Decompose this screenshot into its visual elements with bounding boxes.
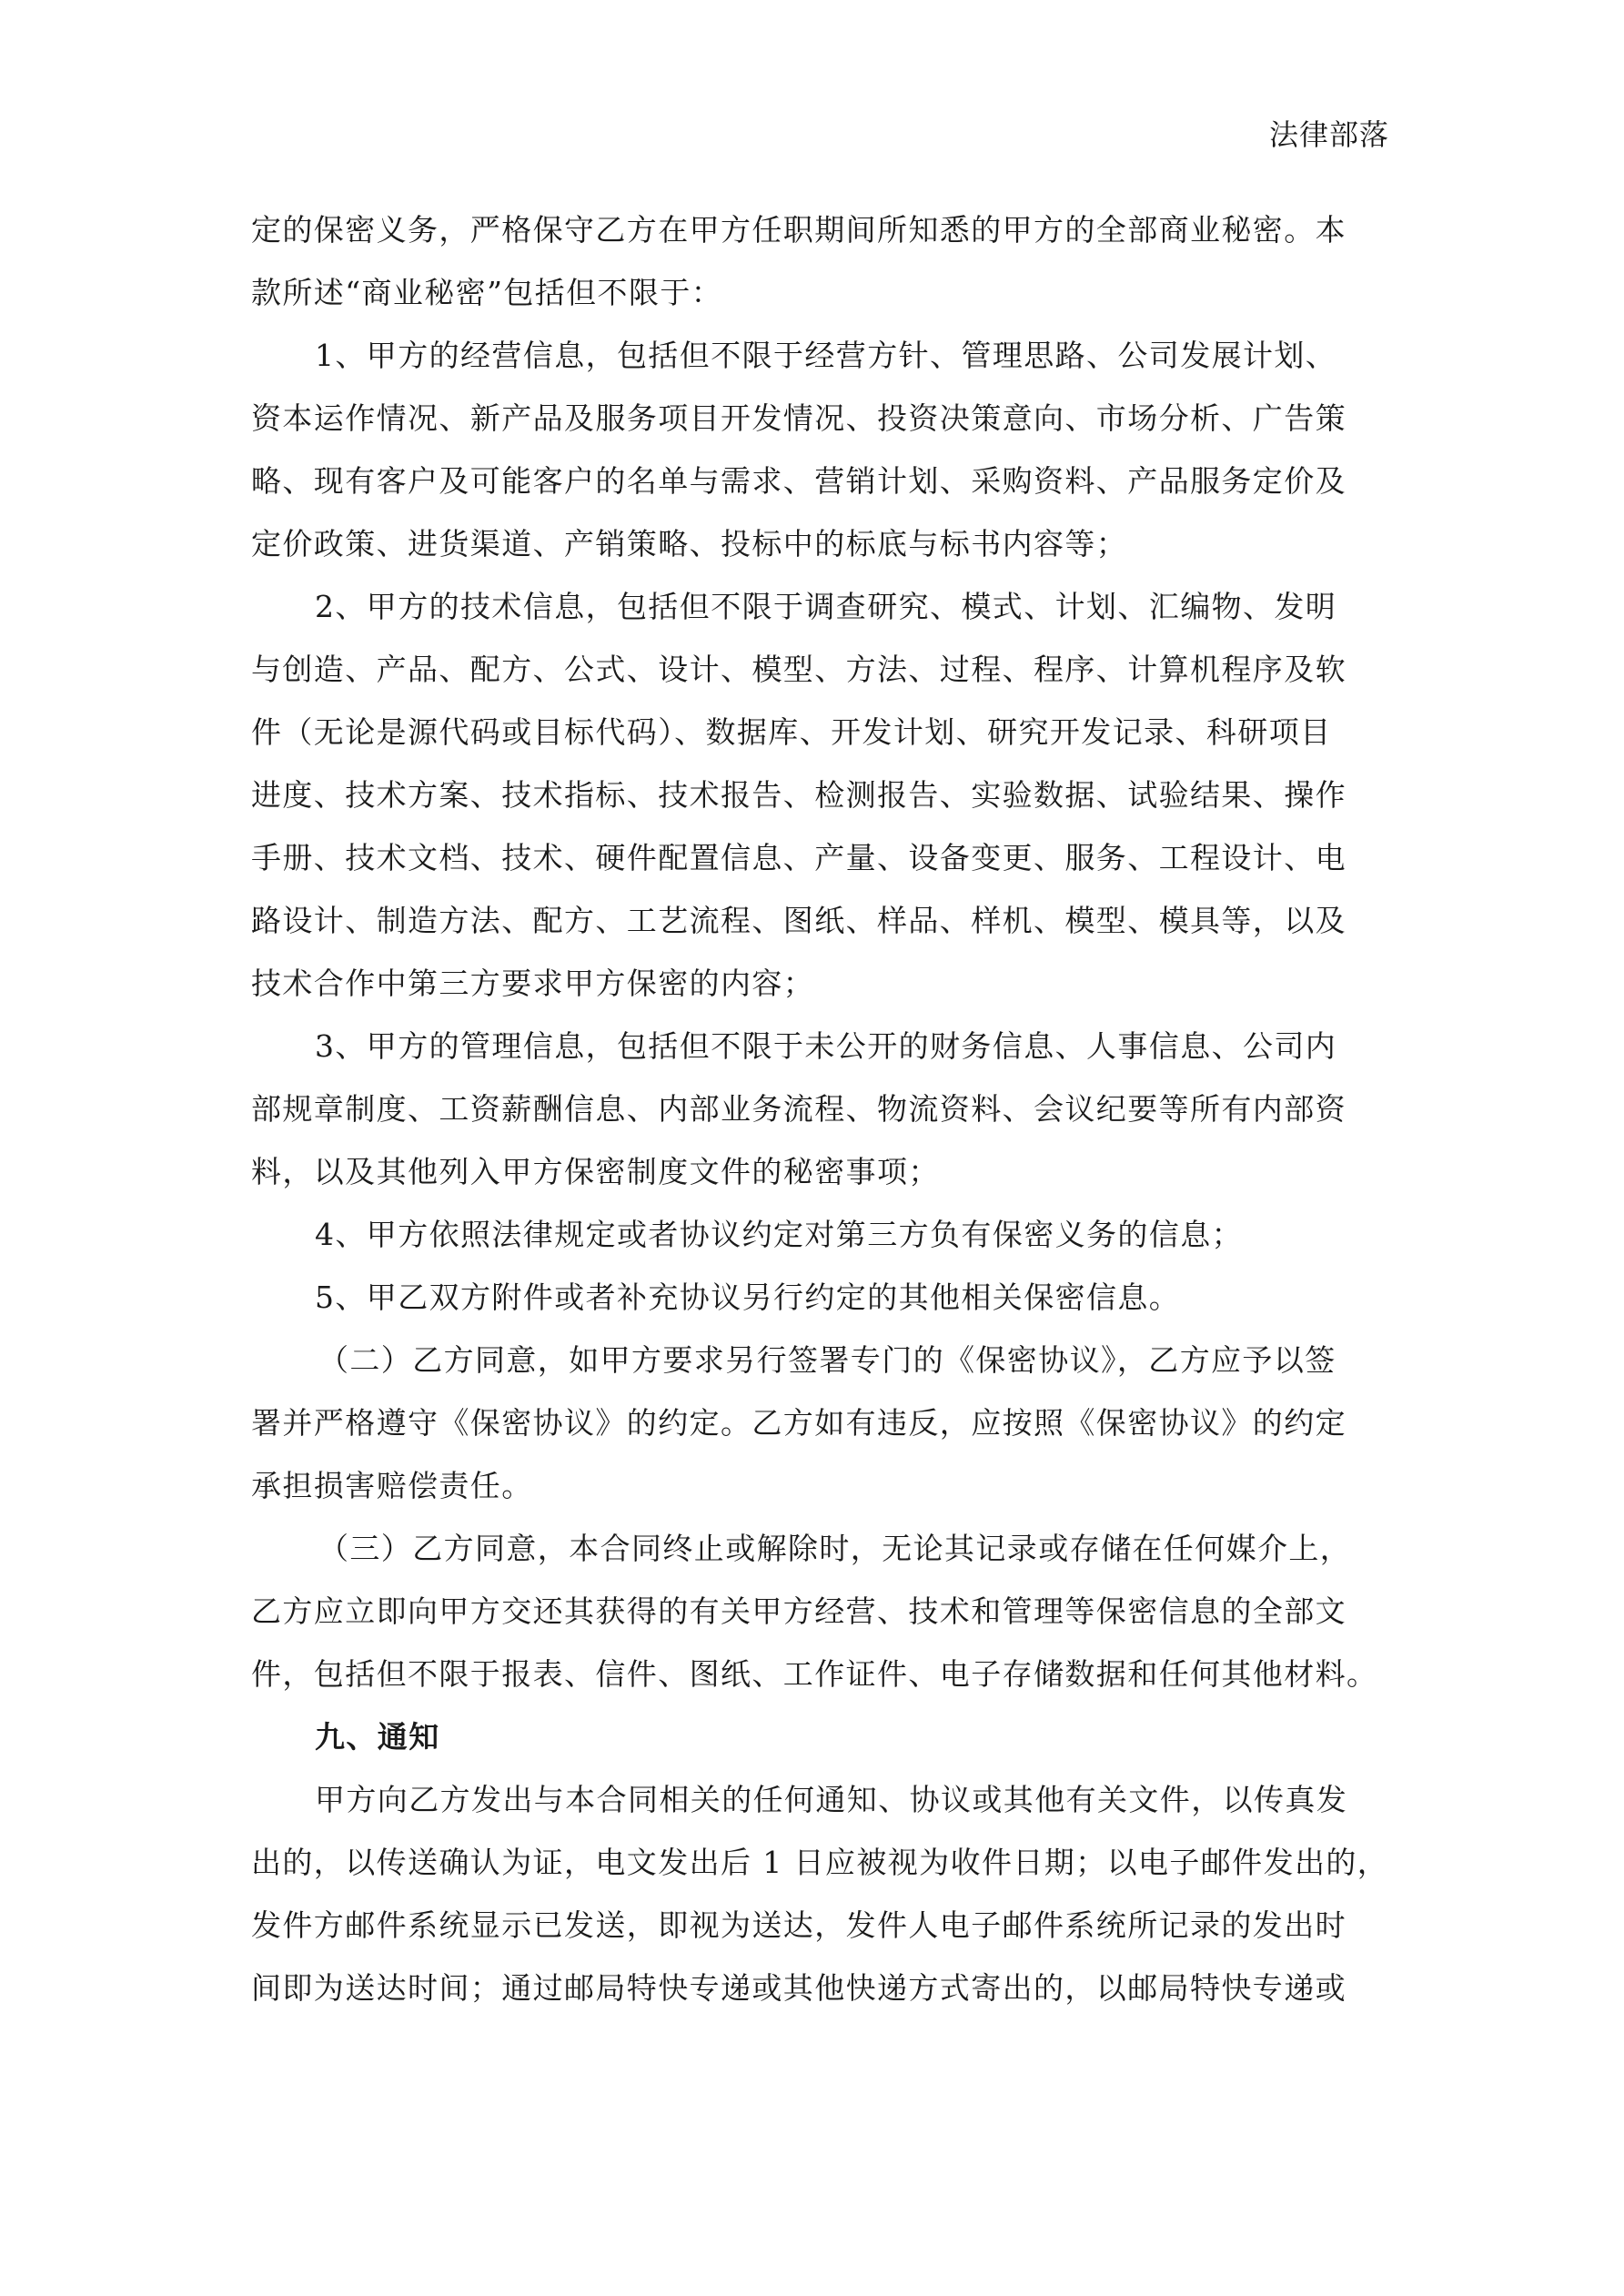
page-header-label: 法律部落 bbox=[1268, 117, 1389, 152]
text-line: 2、甲方的技术信息，包括但不限于调查研究、模式、计划、汇编物、发明 bbox=[315, 589, 1337, 624]
text-line: 进度、技术方案、技术指标、技术报告、检测报告、实验数据、试验结果、操作 bbox=[251, 777, 1347, 813]
text-line: 资本运作情况、新产品及服务项目开发情况、投资决策意向、市场分析、广告策 bbox=[251, 400, 1347, 436]
text-line: 5、甲乙双方附件或者补充协议另行约定的其他相关保密信息。 bbox=[315, 1279, 1181, 1315]
text-line: 手册、技术文档、技术、硬件配置信息、产量、设备变更、服务、工程设计、电 bbox=[251, 840, 1347, 875]
text-line: 署并严格遵守《保密协议》的约定。乙方如有违反，应按照《保密协议》的约定 bbox=[251, 1405, 1347, 1441]
text-line: 3、甲方的管理信息，包括但不限于未公开的财务信息、人事信息、公司内 bbox=[315, 1028, 1337, 1064]
text-line: 发件方邮件系统显示已发送，即视为送达，发件人电子邮件系统所记录的发出时 bbox=[251, 1907, 1347, 1943]
text-line: （三）乙方同意，本合同终止或解除时，无论其记录或存储在任何媒介上， bbox=[318, 1531, 1352, 1566]
text-line: 路设计、制造方法、配方、工艺流程、图纸、样品、样机、模型、模具等，以及 bbox=[251, 903, 1347, 938]
text-line: 出的，以传送确认为证，电文发出后 1 日应被视为收件日期；以电子邮件发出的， bbox=[251, 1845, 1389, 1880]
text-line: 定价政策、进货渠道、产销策略、投标中的标底与标书内容等； bbox=[251, 526, 1128, 561]
text-line: 略、现有客户及可能客户的名单与需求、营销计划、采购资料、产品服务定价及 bbox=[251, 463, 1347, 499]
text-line: 款所述“商业秘密”包括但不限于： bbox=[251, 275, 723, 310]
text-line: 件（无论是源代码或目标代码）、数据库、开发计划、研究开发记录、科研项目 bbox=[251, 714, 1332, 750]
text-line: 与创造、产品、配方、公式、设计、模型、方法、过程、程序、计算机程序及软 bbox=[251, 652, 1347, 687]
text-line: 乙方应立即向甲方交还其获得的有关甲方经营、技术和管理等保密信息的全部文 bbox=[251, 1593, 1347, 1629]
text-line: 料，以及其他列入甲方保密制度文件的秘密事项； bbox=[251, 1154, 940, 1189]
text-line: 甲方向乙方发出与本合同相关的任何通知、协议或其他有关文件，以传真发 bbox=[315, 1782, 1348, 1817]
text-line: （二）乙方同意，如甲方要求另行签署专门的《保密协议》，乙方应予以签 bbox=[318, 1342, 1337, 1378]
text-line: 件，包括但不限于报表、信件、图纸、工作证件、电子存储数据和任何其他材料。 bbox=[251, 1656, 1378, 1692]
text-line: 承担损害赔偿责任。 bbox=[251, 1468, 533, 1503]
section-heading: 九、通知 bbox=[315, 1719, 440, 1755]
text-line: 间即为送达时间；通过邮局特快专递或其他快递方式寄出的，以邮局特快专递或 bbox=[251, 1970, 1347, 2006]
text-line: 4、甲方依照法律规定或者协议约定对第三方负有保密义务的信息； bbox=[315, 1217, 1243, 1252]
text-line: 部规章制度、工资薪酬信息、内部业务流程、物流资料、会议纪要等所有内部资 bbox=[251, 1091, 1347, 1127]
text-line: 技术合作中第三方要求甲方保密的内容； bbox=[251, 966, 815, 1001]
text-line: 1、甲方的经营信息，包括但不限于经营方针、管理思路、公司发展计划、 bbox=[315, 338, 1337, 373]
text-line: 定的保密义务，严格保守乙方在甲方任职期间所知悉的甲方的全部商业秘密。本 bbox=[251, 212, 1347, 248]
document-body bbox=[251, 198, 1389, 2019]
